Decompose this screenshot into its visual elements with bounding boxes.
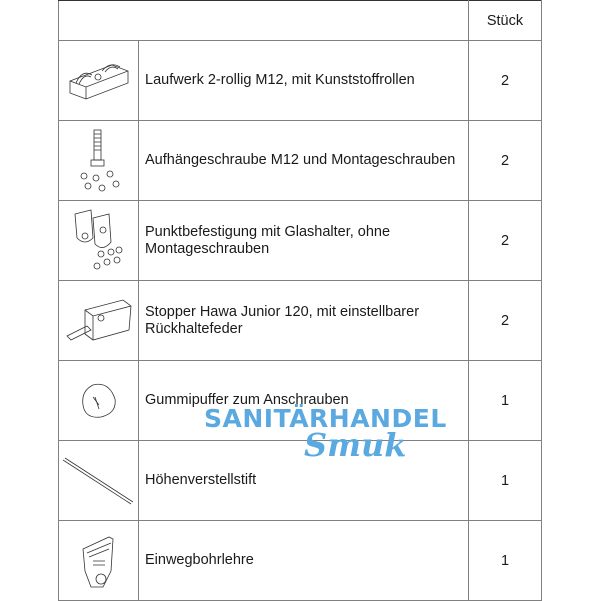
row-description: Einwegbohrlehre [139, 521, 469, 601]
point-fixing-icon [59, 201, 139, 281]
suspension-screw-icon [59, 121, 139, 201]
row-quantity: 2 [469, 121, 542, 201]
watermark-line1: SANITÄRHANDEL [204, 404, 447, 433]
table-row [59, 521, 542, 601]
height-adjust-pin-icon [59, 441, 139, 521]
row-description: Punktbefestigung mit Glashalter, ohne Montageschrauben [139, 201, 469, 281]
table-row [59, 41, 542, 121]
table-row [59, 441, 542, 521]
row-quantity: 2 [469, 41, 542, 121]
carriage-icon [59, 41, 139, 121]
stopper-icon [59, 281, 139, 361]
header-quantity: Stück [469, 1, 542, 41]
row-description: Aufhängeschraube M12 und Montageschrauben [139, 121, 469, 201]
row-quantity: 1 [469, 521, 542, 601]
table-row [59, 281, 542, 361]
row-description: Laufwerk 2-rollig M12, mit Kunststoffrollen [139, 41, 469, 121]
row-quantity: 2 [469, 281, 542, 361]
table-header [59, 1, 542, 41]
row-quantity: 2 [469, 201, 542, 281]
row-quantity: 1 [469, 361, 542, 441]
table-row [59, 361, 542, 441]
row-quantity: 1 [469, 441, 542, 521]
row-description: Höhenverstellstift [139, 441, 469, 521]
rubber-buffer-icon [59, 361, 139, 441]
table-row [59, 121, 542, 201]
header-description-cell [59, 1, 469, 41]
parts-list-table [58, 0, 542, 601]
watermark-line2: Smuk [304, 426, 407, 464]
table-row [59, 201, 542, 281]
drilling-template-icon [59, 521, 139, 601]
row-description: Stopper Hawa Junior 120, mit einstellbarer Rückhaltefeder [139, 281, 469, 361]
row-description: Gummipuffer zum Anschrauben [139, 361, 469, 441]
